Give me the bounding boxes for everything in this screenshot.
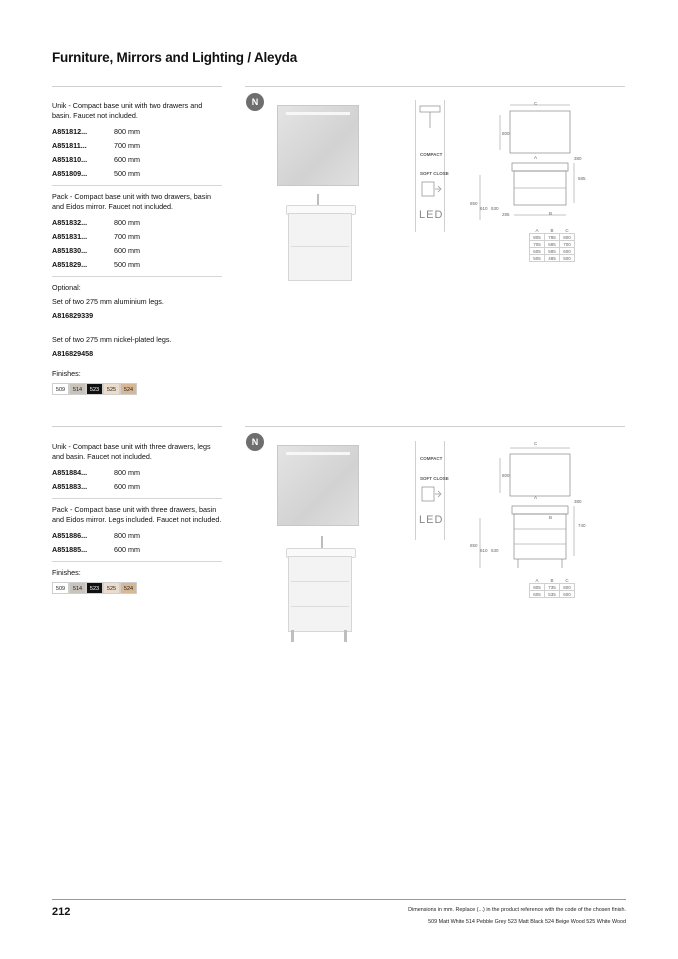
- soft-close-icon: [420, 180, 442, 198]
- group-description: Pack - Compact base unit with three drawers, basin and Eidos mirror. Legs included. Faucet not included.: [52, 505, 222, 524]
- optional-item-text: Set of two 275 mm aluminium legs.: [52, 297, 164, 306]
- dim-label: 610: [480, 206, 488, 211]
- product-size: 500 mm: [114, 169, 140, 178]
- led-label: LED: [419, 514, 444, 526]
- product-size: 600 mm: [114, 246, 140, 255]
- table-cell: 585: [545, 248, 560, 255]
- table-cell: 800: [560, 234, 575, 241]
- table-row: [52, 529, 222, 543]
- dim-label: 530: [491, 206, 499, 211]
- section-2-spec: [52, 442, 222, 594]
- dim-label: 800: [502, 473, 510, 478]
- product-code: A851809...: [52, 169, 88, 178]
- led-label: LED: [419, 209, 444, 221]
- section-1-spec: [52, 101, 222, 395]
- dim-label: 585: [578, 176, 586, 181]
- dim-label: C: [534, 441, 538, 446]
- divider: [52, 561, 222, 562]
- dim-label: 380: [574, 499, 582, 504]
- product-size: 700 mm: [114, 232, 140, 241]
- table-header: B: [550, 577, 554, 583]
- finish-swatch: 525: [103, 383, 120, 395]
- dim-label: 740: [578, 523, 586, 528]
- cabinet-image: [288, 213, 352, 281]
- product-code: A851812...: [52, 127, 88, 136]
- product-size: 800 mm: [114, 468, 140, 477]
- product-size: 600 mm: [114, 482, 140, 491]
- dim-label: A: [534, 155, 538, 160]
- page-number: 212: [52, 906, 71, 918]
- divider: [52, 498, 222, 499]
- table-header: A: [535, 227, 539, 233]
- dim-label: C: [534, 101, 538, 106]
- table-row: [52, 258, 222, 272]
- table-row: [52, 139, 222, 153]
- group-description: Pack - Compact base unit with two drawers, basin and Eidos mirror. Faucet not included.: [52, 192, 211, 211]
- table-cell: 605: [530, 248, 545, 255]
- dimensions-table: [529, 227, 575, 262]
- section-1-rule-left: [52, 86, 222, 87]
- technical-drawing: [470, 438, 590, 573]
- finish-swatches: [52, 383, 222, 395]
- product-code: A851885...: [52, 545, 88, 554]
- table-row: [530, 248, 575, 255]
- feature-divider: [444, 441, 445, 540]
- finish-swatch: 514: [69, 582, 86, 594]
- finish-swatch: 525: [103, 582, 120, 594]
- dimensions-table: [529, 577, 575, 598]
- finish-swatch: 523: [86, 383, 103, 395]
- new-badge: N: [246, 93, 264, 111]
- cabinet-image: [288, 556, 352, 632]
- table-row: [52, 216, 222, 230]
- product-code: A851886...: [52, 531, 88, 540]
- group-description: Unik - Compact base unit with two drawers and basin. Faucet not included.: [52, 101, 203, 120]
- table-cell: 800: [560, 584, 575, 591]
- table-cell: 500: [560, 255, 575, 262]
- finish-swatch: 514: [69, 383, 86, 395]
- table-row: [530, 591, 575, 598]
- finish-swatch: 509: [52, 582, 69, 594]
- section-1-rule-right: [245, 86, 625, 87]
- product-code: A851831...: [52, 232, 88, 241]
- soft-close-label: SOFT CLOSE: [420, 476, 449, 481]
- page-title: Furniture, Mirrors and Lighting / Aleyda: [52, 50, 298, 65]
- product-code: A851811...: [52, 141, 87, 150]
- dim-label: 800: [502, 131, 510, 136]
- basin-icon: [418, 104, 442, 130]
- table-cell: 505: [530, 255, 545, 262]
- footer-finishes-legend: 509 Matt White 514 Pebble Grey 523 Matt Black 524 Beige Wood 525 White Wood: [428, 919, 626, 925]
- table-row: [530, 255, 575, 262]
- table-cell: 485: [545, 255, 560, 262]
- product-code: A851829...: [52, 260, 88, 269]
- table-cell: 805: [530, 584, 545, 591]
- optional-item-code: A816829458: [52, 349, 94, 358]
- dim-label: A: [534, 495, 538, 500]
- mirror-image: [277, 105, 359, 186]
- product-code: A851832...: [52, 218, 88, 227]
- dim-label: B: [549, 515, 553, 520]
- table-row: [530, 584, 575, 591]
- finish-swatches: [52, 582, 222, 594]
- table-row: [52, 244, 222, 258]
- table-row: [52, 153, 222, 167]
- table-row: [52, 125, 222, 139]
- table-row: [530, 234, 575, 241]
- product-code: A851830...: [52, 246, 88, 255]
- table-cell: 805: [530, 234, 545, 241]
- feature-divider: [415, 100, 416, 232]
- finish-swatch: 524: [120, 383, 137, 395]
- product-size: 700 mm: [114, 141, 140, 150]
- finishes-label: Finishes:: [52, 568, 81, 577]
- group-description: Unik - Compact base unit with three drawers, legs and basin. Faucet not included.: [52, 442, 211, 461]
- dim-label: 610: [480, 548, 488, 553]
- section-2-rule-left: [52, 426, 222, 427]
- optional-item-text: Set of two 275 mm nickel-plated legs.: [52, 335, 172, 344]
- table-row: [52, 543, 222, 557]
- feature-divider: [444, 100, 445, 232]
- table-row: [52, 230, 222, 244]
- finish-swatch: 523: [86, 582, 103, 594]
- compact-label: COMPACT: [420, 456, 443, 461]
- table-cell: 600: [560, 248, 575, 255]
- mirror-image: [277, 445, 359, 526]
- dim-label: 850: [470, 543, 478, 548]
- table-row: [52, 167, 222, 181]
- leg-image: [291, 630, 294, 642]
- compact-label: COMPACT: [420, 152, 443, 157]
- product-code: A851884...: [52, 468, 88, 477]
- product-code: A851883...: [52, 482, 88, 491]
- soft-close-label: SOFT CLOSE: [420, 171, 449, 176]
- dim-label: 380: [574, 156, 582, 161]
- finish-swatch: 524: [120, 582, 137, 594]
- table-header: A: [535, 577, 539, 583]
- finish-swatch: 509: [52, 383, 69, 395]
- product-size: 500 mm: [114, 260, 140, 269]
- table-cell: 685: [545, 241, 560, 248]
- table-cell: 700: [560, 241, 575, 248]
- divider: [52, 185, 222, 186]
- product-size: 600 mm: [114, 155, 140, 164]
- footer-note: Dimensions in mm. Replace (...) in the product reference with the code of the chosen finish.: [408, 907, 626, 913]
- table-header: C: [565, 577, 569, 583]
- table-cell: 600: [560, 591, 575, 598]
- divider: [52, 276, 222, 277]
- table-cell: 535: [545, 591, 560, 598]
- dim-label: B: [549, 211, 553, 216]
- feature-divider: [415, 441, 416, 540]
- product-size: 800 mm: [114, 218, 140, 227]
- footer-rule: [52, 899, 626, 900]
- optional-label: Optional:: [52, 283, 81, 292]
- optional-item-code: A816829339: [52, 311, 94, 320]
- table-cell: 705: [530, 241, 545, 248]
- soft-close-icon: [420, 485, 442, 503]
- leg-image: [344, 630, 347, 642]
- product-size: 800 mm: [114, 127, 140, 136]
- dim-label: 850: [470, 201, 478, 206]
- finishes-label: Finishes:: [52, 369, 81, 378]
- table-row: [52, 466, 222, 480]
- table-cell: 785: [545, 234, 560, 241]
- new-badge: N: [246, 433, 264, 451]
- dim-label: 285: [502, 212, 510, 217]
- section-2-rule-right: [245, 426, 625, 427]
- table-cell: 735: [545, 584, 560, 591]
- table-cell: 605: [530, 591, 545, 598]
- table-row: [52, 480, 222, 494]
- table-row: [530, 241, 575, 248]
- product-size: 800 mm: [114, 531, 140, 540]
- table-header: B: [550, 227, 554, 233]
- technical-drawing: [470, 95, 590, 225]
- product-size: 600 mm: [114, 545, 140, 554]
- table-header: C: [565, 227, 569, 233]
- product-code: A851810...: [52, 155, 88, 164]
- dim-label: 530: [491, 548, 499, 553]
